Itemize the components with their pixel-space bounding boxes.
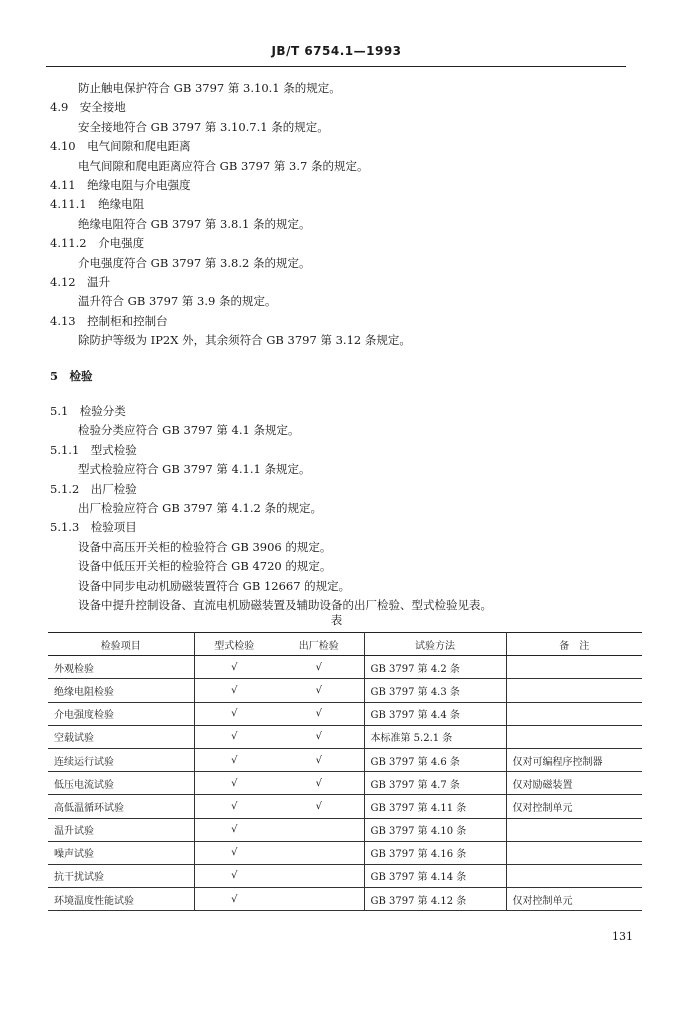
- cell-test-method: GB 3797 第 4.7 条: [364, 772, 506, 795]
- cell-type-test: √: [194, 818, 274, 841]
- cell-item: 外观检验: [48, 656, 194, 679]
- cell-remarks: [506, 702, 642, 725]
- cell-type-test: √: [194, 725, 274, 748]
- cell-factory-test: √: [274, 748, 364, 771]
- cell-type-test: √: [194, 656, 274, 679]
- cell-remarks: [506, 864, 642, 887]
- cell-remarks: [506, 841, 642, 864]
- cell-type-test: √: [194, 702, 274, 725]
- body-paragraph: 安全接地符合 GB 3797 第 3.10.7.1 条的规定。: [78, 119, 329, 134]
- cell-factory-test: √: [274, 772, 364, 795]
- cell-type-test: √: [194, 864, 274, 887]
- cell-test-method: GB 3797 第 4.3 条: [364, 679, 506, 702]
- inspection-table: [48, 632, 642, 911]
- body-paragraph: 防止触电保护符合 GB 3797 第 3.10.1 条的规定。: [78, 81, 341, 95]
- section-heading: 4.11 绝缘电阻与介电强度: [50, 178, 191, 192]
- cell-remarks: 仅对控制单元: [506, 795, 642, 818]
- table-row: [48, 818, 642, 841]
- section-heading: 4.9 安全接地: [50, 100, 126, 115]
- cell-test-method: GB 3797 第 4.10 条: [364, 818, 506, 841]
- cell-remarks: [506, 679, 642, 702]
- cell-test-method: GB 3797 第 4.2 条: [364, 656, 506, 679]
- cell-test-method: GB 3797 第 4.16 条: [364, 841, 506, 864]
- cell-type-test: √: [194, 795, 274, 818]
- cell-remarks: [506, 725, 642, 748]
- section-heading: 4.11.1 绝缘电阻: [50, 197, 145, 212]
- cell-factory-test: [274, 818, 364, 841]
- col-header-factory-test: 出厂检验: [274, 633, 364, 656]
- cell-item: 噪声试验: [48, 841, 194, 864]
- cell-factory-test: √: [274, 725, 364, 748]
- body-paragraph: 检验分类应符合 GB 3797 第 4.1 条规定。: [78, 423, 300, 438]
- body-paragraph: 出厂检验应符合 GB 3797 第 4.1.2 条的规定。: [78, 501, 322, 515]
- cell-remarks: 仅对可编程序控制器: [506, 748, 642, 771]
- cell-item: 环境温度性能试验: [48, 888, 194, 911]
- body-paragraph: 电气间隙和爬电距离应符合 GB 3797 第 3.7 条的规定。: [78, 158, 369, 173]
- cell-type-test: √: [194, 841, 274, 864]
- cell-factory-test: [274, 888, 364, 911]
- header-rule: [46, 66, 626, 67]
- col-header-remarks: 备 注: [506, 633, 642, 656]
- cell-item: 连续运行试验: [48, 748, 194, 771]
- cell-remarks: 仅对控制单元: [506, 888, 642, 911]
- body-paragraph: 设备中低压开关柜的检验符合 GB 4720 的规定。: [78, 559, 332, 574]
- table-row: [48, 841, 642, 864]
- page-number: 131: [612, 930, 633, 943]
- cell-item: 空载试验: [48, 725, 194, 748]
- cell-remarks: [506, 818, 642, 841]
- cell-item: 抗干扰试验: [48, 864, 194, 887]
- table-row: [48, 864, 642, 887]
- section-heading: 4.10 电气间隙和爬电距离: [50, 139, 191, 154]
- body-paragraph: 介电强度符合 GB 3797 第 3.8.2 条的规定。: [78, 255, 311, 270]
- cell-remarks: [506, 656, 642, 679]
- cell-factory-test: √: [274, 656, 364, 679]
- body-paragraph: 型式检验应符合 GB 3797 第 4.1.1 条规定。: [78, 462, 311, 477]
- table-caption: 表: [330, 613, 343, 627]
- cell-type-test: √: [194, 888, 274, 911]
- table-row: [48, 725, 642, 748]
- cell-item: 绝缘电阻检验: [48, 679, 194, 702]
- section-heading: 5.1 检验分类: [50, 404, 126, 418]
- cell-item: 介电强度检验: [48, 702, 194, 725]
- cell-factory-test: √: [274, 795, 364, 818]
- col-header-test-method: 试验方法: [364, 633, 506, 656]
- cell-type-test: √: [194, 772, 274, 795]
- section-heading: 5.1.3 检验项目: [50, 520, 137, 535]
- section-heading: 5.1.2 出厂检验: [50, 481, 137, 496]
- section-heading: 5.1.1 型式检验: [50, 442, 137, 457]
- cell-item: 温升试验: [48, 818, 194, 841]
- table-row: [48, 679, 642, 702]
- body-paragraph: 设备中提升控制设备、直流电机励磁装置及辅助设备的出厂检验、型式检验见表。: [78, 598, 492, 612]
- cell-factory-test: √: [274, 679, 364, 702]
- col-header-item: 检验项目: [48, 633, 194, 656]
- cell-test-method: GB 3797 第 4.4 条: [364, 702, 506, 725]
- body-paragraph: 绝缘电阻符合 GB 3797 第 3.8.1 条的规定。: [78, 216, 311, 231]
- cell-type-test: √: [194, 748, 274, 771]
- cell-item: 高低温循环试验: [48, 795, 194, 818]
- table-row: [48, 795, 642, 818]
- cell-test-method: 本标准第 5.2.1 条: [364, 725, 506, 748]
- cell-remarks: 仅对励磁装置: [506, 772, 642, 795]
- table-row: [48, 656, 642, 679]
- cell-factory-test: [274, 864, 364, 887]
- cell-test-method: GB 3797 第 4.6 条: [364, 748, 506, 771]
- cell-item: 低压电流试验: [48, 772, 194, 795]
- table-row: [48, 702, 642, 725]
- cell-test-method: GB 3797 第 4.14 条: [364, 864, 506, 887]
- cell-factory-test: [274, 841, 364, 864]
- table-row: [48, 772, 642, 795]
- table-header-row: [48, 633, 642, 656]
- table-row: [48, 748, 642, 771]
- cell-test-method: GB 3797 第 4.11 条: [364, 795, 506, 818]
- cell-type-test: √: [194, 679, 274, 702]
- body-paragraph: 温升符合 GB 3797 第 3.9 条的规定。: [78, 294, 277, 309]
- section-heading: 4.12 温升: [50, 275, 111, 289]
- cell-factory-test: √: [274, 702, 364, 725]
- body-paragraph: 除防护等级为 IP2X 外，其余须符合 GB 3797 第 3.12 条规定。: [78, 333, 411, 348]
- page-header-title: JB/T 6754.1—1993: [271, 44, 402, 58]
- body-paragraph: 设备中同步电动机励磁装置符合 GB 12667 的规定。: [78, 578, 351, 593]
- table-row: [48, 888, 642, 911]
- col-header-type-test: 型式检验: [194, 633, 274, 656]
- section-heading: 4.13 控制柜和控制台: [50, 313, 168, 328]
- section-heading: 4.11.2 介电强度: [50, 236, 145, 251]
- cell-test-method: GB 3797 第 4.12 条: [364, 888, 506, 911]
- section-heading: 5 检验: [50, 368, 93, 383]
- body-paragraph: 设备中高压开关柜的检验符合 GB 3906 的规定。: [78, 539, 332, 554]
